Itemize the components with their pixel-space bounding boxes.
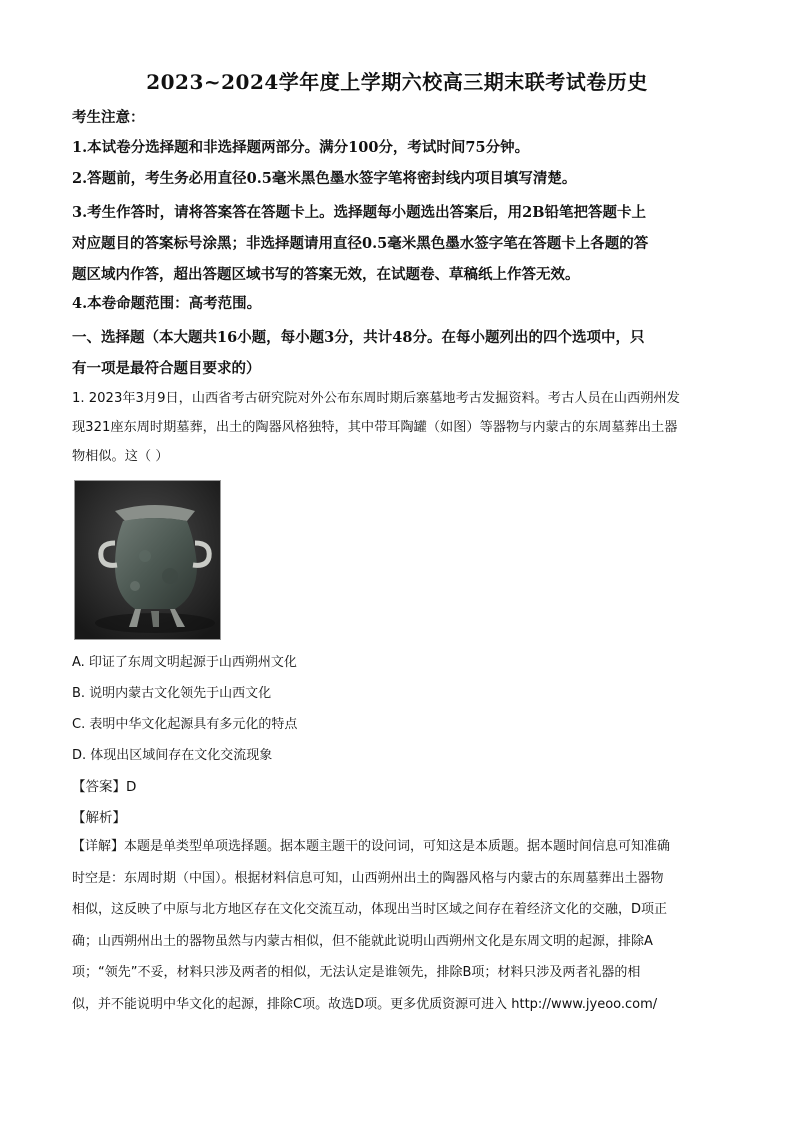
notice-item-3: 3.考生作答时，请将答案答在答题卡上。选择题每小题选出答案后，用2B铅笔把答题卡上 对应题目的答案标号涂黑；非选择题请用直径0.5毫米黑色墨水签字笔在答题卡上各题的答 题区域内作答，超出答题区域书写的答案无效，在试题卷、草稿纸上作答无效。	[72, 204, 649, 283]
detail-explanation: 【详解】本题是单类型单项选择题。据本题主题干的设问词，可知这是本质题。据本题时间信息可知准确 时空是：东周时期（中国）。根据材料信息可知，山西朔州出土的陶器风格与内蒙古的东周墓葬出土器物 相似，这反映了中原与北方地区存在文化交流互动，体现出当时区域之间存在着经济文化的交融，D项正 确；山西朔州出土的器物虽然与内蒙古相似，但不能就此说明山西朔州文化是东周文明的起源，排除A 项；“领先”不妥，材料只涉及两者的相似，无法认定是谁领先，排除B项；材料只涉及两者礼器的相 似，并不能说明中华文化的起源，排除C项。故选D项。更多优质资源可进入 http://www.jyeoo.com/	[72, 839, 671, 1012]
pottery-jar-photo	[74, 480, 221, 640]
option-a: A. 印证了东周文明起源于山西朔州文化	[72, 655, 297, 670]
analysis-label: 【解析】	[72, 810, 126, 826]
answer-line	[72, 775, 136, 795]
notice-heading: 考生注意：	[72, 109, 145, 126]
answer-value: D	[126, 779, 137, 795]
exam-title: 2023~2024学年度上学期六校高三期末联考试卷历史	[146, 70, 648, 94]
notice-item-4: 4.本卷命题范围：高考范围。	[72, 295, 262, 312]
resource-link[interactable]: http://www.jyeoo.com/	[511, 996, 658, 1012]
option-c: C. 表明中华文化起源具有多元化的特点	[72, 717, 298, 732]
pottery-jar-illustration	[75, 481, 220, 639]
answer-label: 【答案】	[72, 779, 126, 795]
section-heading: 一、选择题（本大题共16小题，每小题3分，共计48分。在每小题列出的四个选项中，只 有一项是最符合题目要求的）	[72, 329, 645, 377]
notice-item-2: 2.答题前，考生务必用直径0.5毫米黑色墨水签字笔将密封线内项目填写清楚。	[72, 170, 577, 187]
question-1-stem: 1. 2023年3月9日，山西省考古研究院对外公布东周时期后寨墓地考古发掘资料。考古人员在山西朔州发 现321座东周时期墓葬，出土的陶器风格独特，其中带耳陶罐（如图）等器物与内蒙古的东周墓葬出土器 物相似。这（ ）	[72, 391, 680, 464]
option-b: B. 说明内蒙古文化领先于山西文化	[72, 686, 272, 701]
option-d: D. 体现出区域间存在文化交流现象	[72, 748, 273, 763]
notice-item-1: 1.本试卷分选择题和非选择题两部分。满分100分，考试时间75分钟。	[72, 139, 530, 156]
